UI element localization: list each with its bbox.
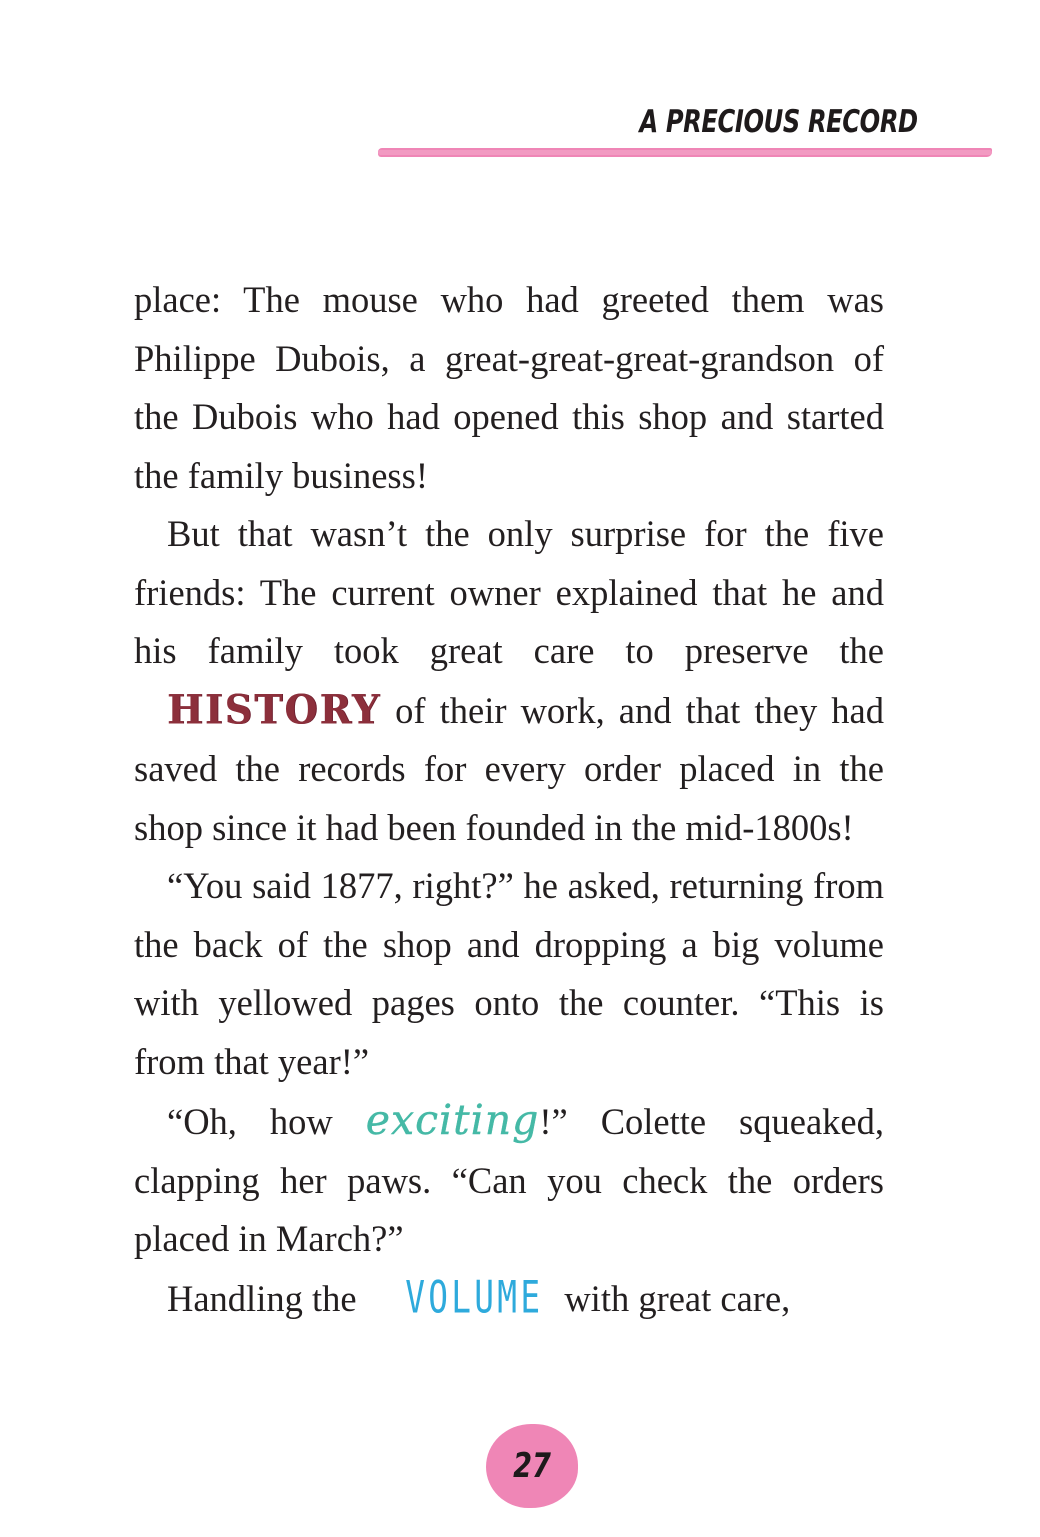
running-head-block [560,104,960,140]
paragraph-text-before: But that wasn’t the only surprise for the five friends: The current owner explained that he and his family took great care to preserve the [134,513,884,671]
paragraph [134,857,884,1091]
emphasis-volume: VOLUME [404,1271,544,1324]
paragraph-text: place: The mouse who had greeted them was Philippe Dubois, a great-great-great-grandson of the Dubois who had opened this shop and started the family business! [134,279,884,496]
page-number: 27 [513,1446,551,1486]
paragraph [134,505,884,857]
emphasis-exciting: exciting [365,1096,540,1144]
paragraph [134,1091,884,1269]
paragraph-text: “You said 1877, right?” he asked, returning from the back of the shop and dropping a big volume with yellowed pages onto the counter. “This is from that year!” [134,865,884,1082]
paragraph [134,1269,884,1329]
pink-brush-rule [378,148,992,157]
chapter-title: A PRECIOUS RECORD [639,104,918,140]
paragraph-text-after: !” Colette squeaked, clapping her paws. “Can you check the orders placed in March?” [134,1101,884,1259]
story-text [134,271,884,1328]
page-number-badge [486,1424,578,1508]
paragraph-text-after: with great care, [555,1277,791,1319]
emphasis-history: HISTORY [167,685,382,733]
paragraph-continued [134,271,884,505]
paragraph-text-after: of their work, and that they had saved the records for every order placed in the shop since it had been founded in the mid-1800s! [134,689,884,848]
paragraph-text-before: “Oh, how [167,1101,366,1142]
paragraph-text-before: Handling the [167,1277,366,1319]
